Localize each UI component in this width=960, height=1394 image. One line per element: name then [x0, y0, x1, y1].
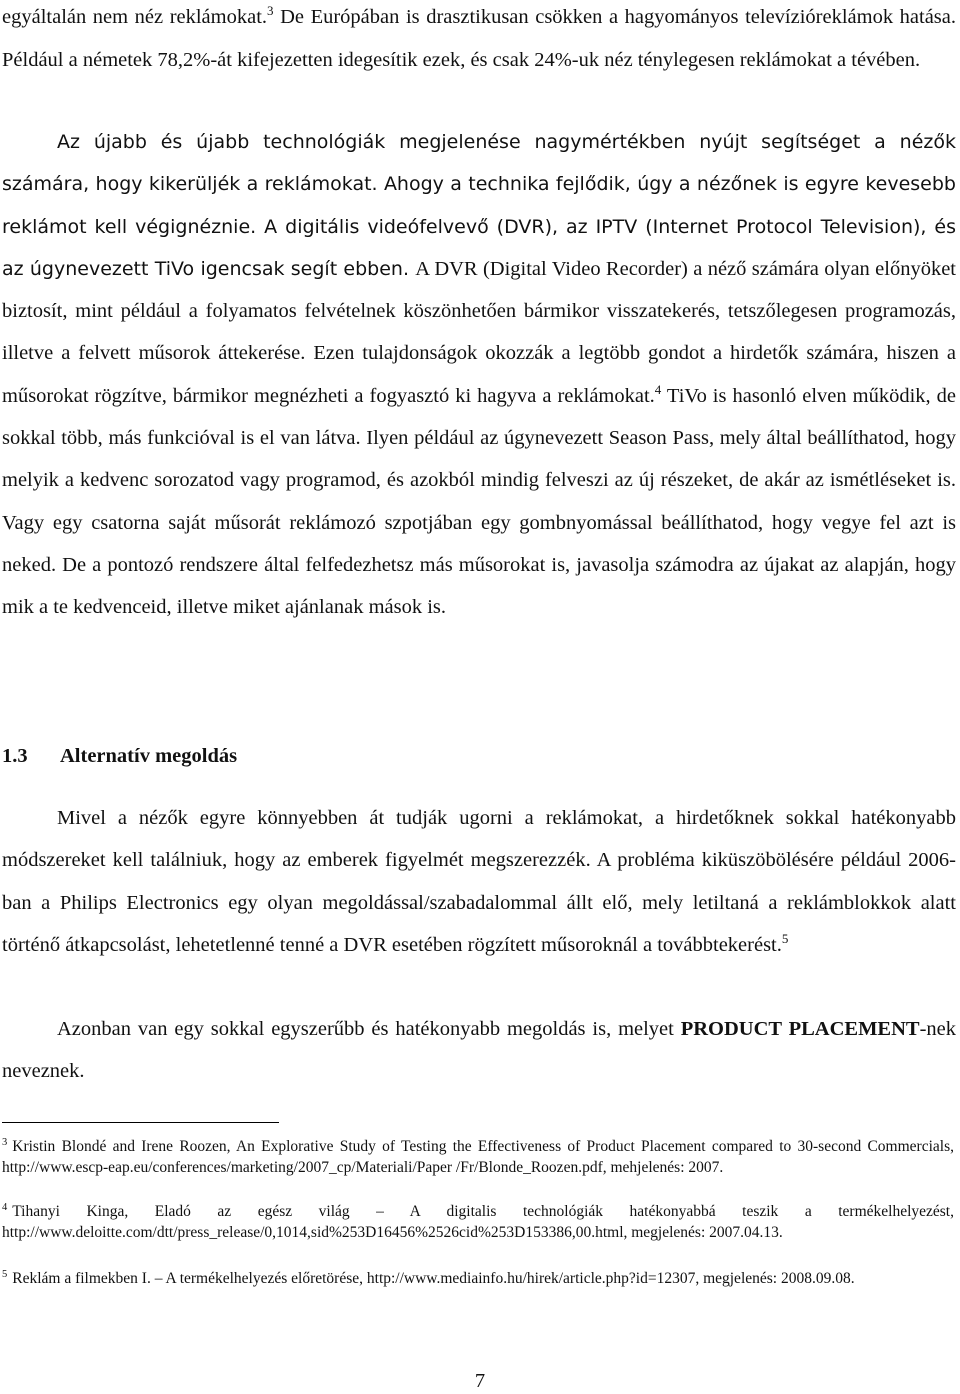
footnote-3-text: Kristin Blondé and Irene Roozen, An Explorative Study of Testing the Effectiveness of Product Placement compared to 30-second Commercials, http://www.escp-eap.eu/conferences/marketing/2007_cp/Materiali/Paper /Fr/Blonde_Roozen.pdf, mehjelenés: 2007.	[2, 1138, 954, 1176]
footnote-ref-5[interactable]: 5	[781, 931, 789, 947]
paragraph-3-text: Mivel a nézők egyre könnyebben át tudják ugorni a reklámokat, a hirdetőknek sokkal hatékonyabb módszereket kell találniuk, hogy az emberek figyelmét megszerezzék. A probléma kiküszöbölésére például 2006-ban a Philips Electronics egy olyan megoldással/szabadalommal állt elő, mely letiltaná a reklámblokkok alatt történő átkapcsolást, lehetetlenné tenné a DVR esetében rögzített műsoroknál a továbbtekerést.	[2, 807, 956, 956]
footnote-4-number: 4	[2, 1201, 8, 1213]
footnote-4-text: Tihanyi Kinga, Eladó az egész világ – A digitalis technológiák hatékonyabbá teszik a termékelhelyezést, http://www.deloitte.com/dtt/press_release/0,1014,sid%253D16456%2526cid%253D153386,00.html, megjelenés: 2007.04.13.	[2, 1203, 954, 1241]
paragraph-2-text-b: Ahogy a technika fejlődik, úgy a nézőnek is egyre kevesebb reklámot kell végignéznie.	[2, 173, 956, 238]
paragraph-4-text: Azonban van egy sokkal egyszerűbb és hatékonyabb megoldás is, melyet	[57, 1018, 681, 1040]
footnote-4	[2, 1201, 954, 1243]
page-number: 7	[474, 1370, 486, 1392]
footnote-5-text: Reklám a filmekben I. – A termékelhelyezés előretörése, http://www.mediainfo.hu/hirek/article.php?id=12307, megjelenés: 2008.09.08.	[12, 1270, 855, 1287]
paragraph-1-text-cont: De Európában is drasztikusan csökken a hagyományos televízióreklámok hatása. Például a németek 78,2%-át kifejezetten idegesítik ezek, és csak 24%-uk néz ténylegesen reklámokat a tévében.	[2, 6, 957, 71]
paragraph-4	[2, 1008, 956, 1093]
section-heading	[2, 740, 237, 772]
footnote-separator	[2, 1122, 279, 1123]
paragraph-2-text-e: TiVo is hasonló elven működik, de sokkal több, más funkcióval is el van látva. Ilyen például az úgynevezett Season Pass, mely által beállíthatod, hogy melyik a kedvenc sorozatod vagy programod, és azokból mindig felveszi az új részeket, de akár az ismétléseket is. Vagy egy csatorna saját műsorát reklámozó szpotjában egy gombnyomással beállíthatod, hogy vegye fel azt is neked. De a pontozó rendszere által felfedezhetsz más műsorokat is, javasolja számodra az újakat az alapján, hogy mik a te kedvenceid, illetve miket ajánlanak mások is.	[2, 384, 956, 619]
paragraph-2-text-c: A digitális videófelvevő (DVR), az IPTV (Internet Protocol Television), és az úgynevezett TiVo igencsak segít ebben.	[2, 215, 956, 280]
section-number: 1.3	[2, 745, 28, 767]
product-placement-term: PRODUCT PLACEMENT	[680, 1018, 920, 1040]
section-title: Alternatív megoldás	[60, 745, 238, 767]
footnote-5-number: 5	[2, 1268, 8, 1280]
footnote-ref-3[interactable]: 3	[267, 3, 274, 19]
footnote-3	[2, 1136, 954, 1178]
footnote-3-number: 3	[2, 1136, 8, 1148]
paragraph-2-text-d: A DVR (Digital Video Recorder) a néző számára olyan előnyöket biztosít, mint például a folyamatos felvételnek köszönhetően bármikor visszatekerés, tetszőlegesen programozás, illetve a felvett műsorok áttekerése. Ezen tulajdonságok okozzák a legtöbb gondot a hirdetők számára, hiszen a műsorokat rögzítve, bármikor megnézheti a fogyasztó ki hagyva a reklámokat.	[2, 257, 956, 407]
paragraph-1	[2, 0, 956, 81]
paragraph-3	[2, 797, 956, 966]
footnote-5	[2, 1268, 954, 1289]
footnote-ref-4[interactable]: 4	[654, 381, 662, 397]
paragraph-4-text-cont: -nek neveznek.	[2, 1018, 957, 1083]
paragraph-2	[2, 121, 956, 629]
paragraph-1-text: egyáltalán nem néz reklámokat.	[2, 6, 268, 28]
paragraph-2-text-a: Az újabb és újabb technológiák megjelenése nagymértékben nyújt segítséget a nézők számára, hogy kikerüljék a reklámokat.	[2, 131, 956, 196]
